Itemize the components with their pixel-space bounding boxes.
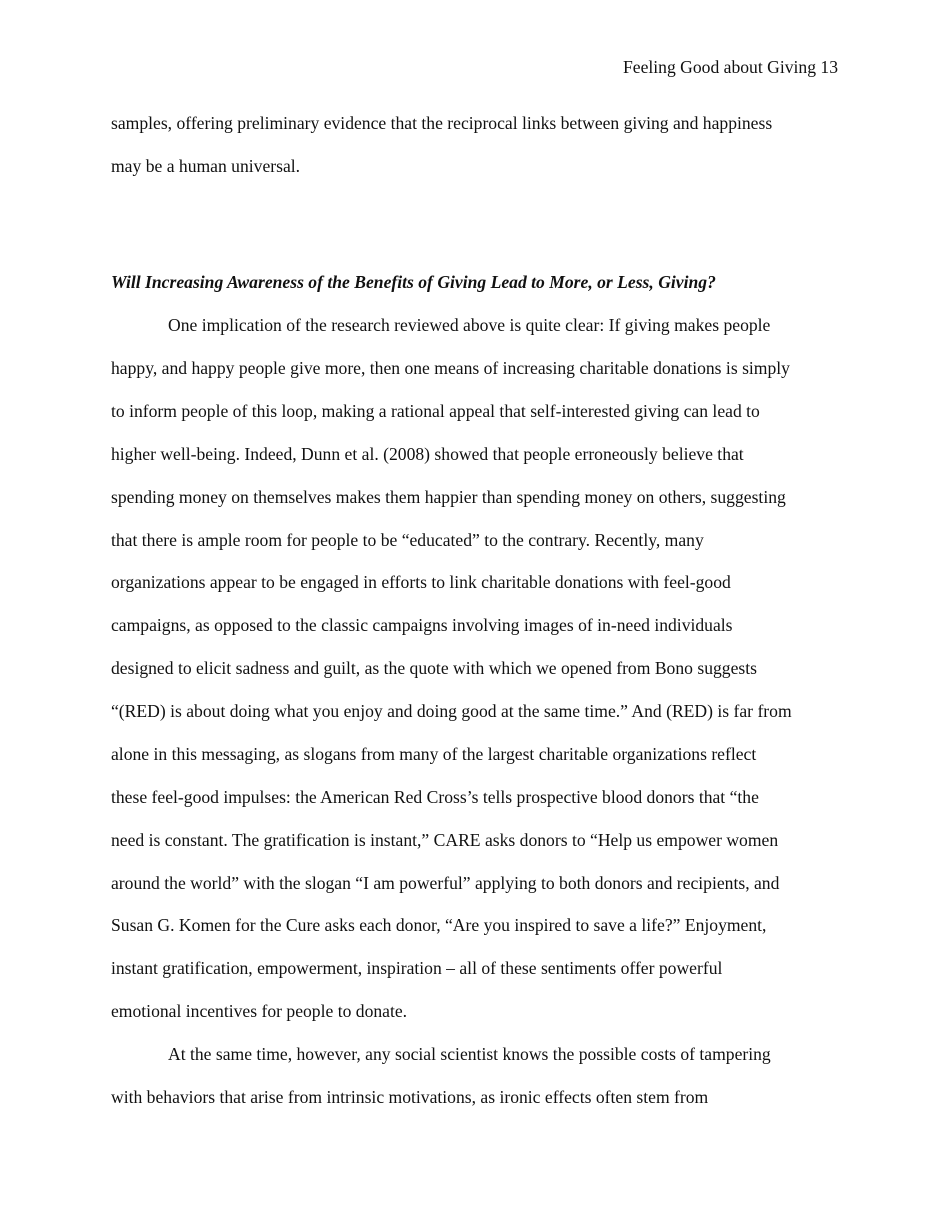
text-line: “(RED) is about doing what you enjoy and doing good at the same time.” And (RED) is far from (111, 701, 792, 721)
text-line: At the same time, however, any social scientist knows the possible costs of tampering (168, 1044, 771, 1064)
text-line: with behaviors that arise from intrinsic motivations, as ironic effects often stem from (111, 1087, 709, 1107)
text-line: Susan G. Komen for the Cure asks each donor, “Are you inspired to save a life?” Enjoyment, (111, 915, 767, 935)
text-line: alone in this messaging, as slogans from many of the largest charitable organizations reflect (111, 744, 757, 764)
text-line: higher well-being. Indeed, Dunn et al. (2008) showed that people erroneously believe that (111, 444, 744, 464)
text-line: may be a human universal. (111, 156, 301, 176)
text-line: happy, and happy people give more, then one means of increasing charitable donations is simply (111, 358, 790, 378)
text-line: instant gratification, empowerment, inspiration – all of these sentiments offer powerful (111, 958, 723, 978)
text-line: around the world” with the slogan “I am powerful” applying to both donors and recipients, and (111, 873, 780, 893)
text-line: spending money on themselves makes them happier than spending money on others, suggesting (111, 487, 786, 507)
running-head: Feeling Good about Giving 13 (622, 57, 838, 77)
text-line: these feel-good impulses: the American Red Cross’s tells prospective blood donors that “the (111, 787, 759, 807)
text-line: One implication of the research reviewed above is quite clear: If giving makes people (168, 315, 771, 335)
text-line: designed to elicit sadness and guilt, as the quote with which we opened from Bono suggests (111, 658, 757, 678)
text-line: need is constant. The gratification is instant,” CARE asks donors to “Help us empower women (111, 830, 779, 850)
text-line: to inform people of this loop, making a rational appeal that self-interested giving can lead to (111, 401, 760, 421)
section-heading: Will Increasing Awareness of the Benefits of Giving Lead to More, or Less, Giving? (111, 272, 716, 292)
text-line: organizations appear to be engaged in efforts to link charitable donations with feel-good (111, 572, 731, 592)
text-line: samples, offering preliminary evidence that the reciprocal links between giving and happiness (111, 113, 773, 133)
text-line: that there is ample room for people to be “educated” to the contrary. Recently, many (111, 530, 704, 550)
text-line: emotional incentives for people to donate. (111, 1001, 408, 1021)
text-line: campaigns, as opposed to the classic campaigns involving images of in-need individuals (111, 615, 733, 635)
